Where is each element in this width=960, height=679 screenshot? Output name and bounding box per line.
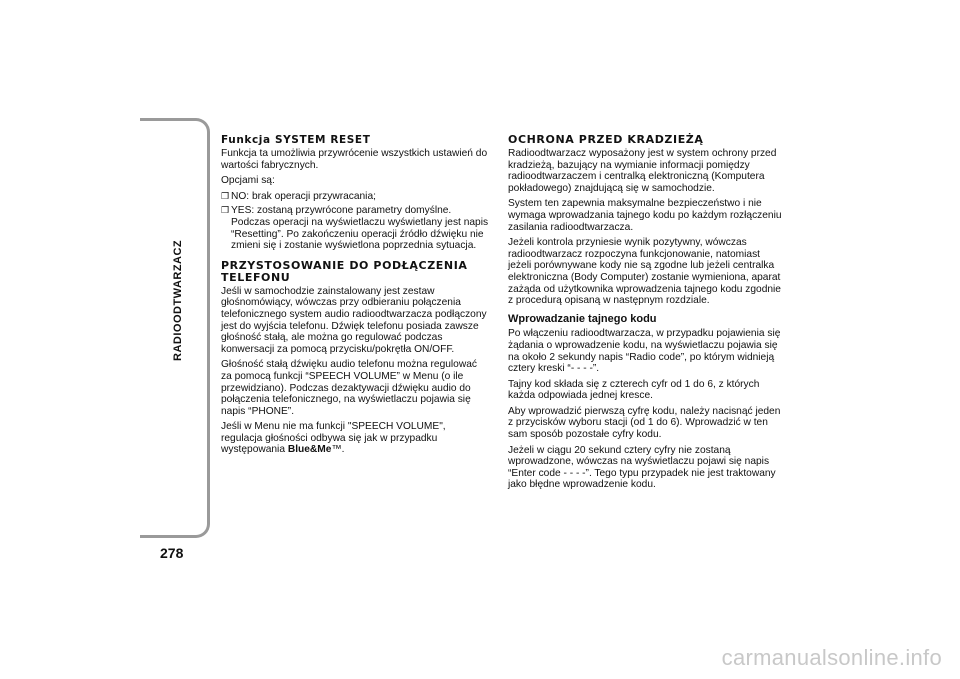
heading-anti-theft: OCHRONA PRZED KRADZIEŻĄ: [508, 133, 704, 146]
list-item-text: YES: zostaną przywrócone parametry domyślne. Podczas operacji na wyświetlaczu wyświetlany jest napis “Resetting”. Po zakończeniu operacji źródło dźwięku nie zmieni się i zostanie wyświetlona poprzednia sytuacja.: [231, 205, 489, 252]
watermark: carmanualsonline.info: [721, 645, 942, 670]
left-column: [221, 134, 489, 460]
paragraph: Po włączeniu radioodtwarzacza, w przypadku pojawienia się żądania o wprowadzenie kodu, na wyświetlaczu pojawia się na około 2 sekundy napis “Radio code”, po którym widnieją cztery kreski “- - - -”.: [508, 328, 781, 375]
heading-system-reset: Funkcja SYSTEM RESET: [221, 134, 371, 146]
heading-phone-connection: PRZYSTOSOWANIE DO PODŁĄCZENIA TELEFONU: [221, 258, 468, 284]
checkbox-bullet-icon: ❒: [221, 190, 230, 201]
paragraph: Jeśli w samochodzie zainstalowany jest zestaw głośnomówiący, wówczas przy odbieraniu połączenia telefonicznego system audio radioodtwarzacza podłączony jest do wyjścia telefonu. Dźwięk telefonu posiada zawsze głośność stałą, ale można go regulować podczas konwersacji za pomocą przycisku/pokrętła ON/OFF.: [221, 285, 487, 355]
paragraph: Opcjami są:: [221, 175, 275, 187]
paragraph: Radioodtwarzacz wyposażony jest w system ochrony przed kradzieżą, bazujący na wymianie informacji pomiędzy radioodtwarzaczem i centralką elektroniczną (Komputera pokładowego) znajdującą się w samochodzie.: [508, 148, 777, 194]
paragraph: Jeżeli w ciągu 20 sekund cztery cyfry nie zostaną wprowadzone, wówczas na wyświetlaczu pojawi się napis “Enter code - - - -”. Tego typu przypadek nie jest traktowany jako błędne wprowadzenie kodu.: [508, 444, 776, 491]
paragraph: Tajny kod składa się z czterech cyfr od 1 do 6, z których każda odpowiada jednej kresce.: [508, 378, 760, 402]
list-item: [221, 205, 489, 251]
brand-name: Blue&Me: [287, 444, 332, 456]
paragraph: Jeżeli kontrola przyniesie wynik pozytywny, wówczas radioodtwarzacz rozpoczyna funkcjonowanie, natomiast jeżeli porównywane kody nie są zgodne lub jeżeli centralka elektroniczna (Body Computer) zostanie wymieniona, aparat zażąda od użytkownika wprowadzenia tajnego kodu zgodnie z procedurą opisaną w następnym rozdziale.: [508, 237, 781, 307]
right-column: [508, 134, 782, 495]
paragraph: Funkcja ta umożliwia przywrócenie wszystkich ustawień do wartości fabrycznych.: [221, 148, 488, 171]
paragraph: Głośność stałą dźwięku audio telefonu można regulować za pomocą funkcji “SPEECH VOLUME” w Menu (o ile przewidziano). Podczas dezaktywacji dźwięku audio do połączenia telefonicznego, na wyświetlaczu pojawia się napis “PHONE”.: [221, 359, 477, 417]
trademark-suffix: ™.: [331, 444, 345, 456]
page-number: 278: [160, 545, 184, 561]
subheading-secret-code: Wprowadzanie tajnego kodu: [508, 312, 657, 325]
list-item: [221, 191, 489, 203]
paragraph: System ten zapewnia maksymalne bezpieczeństwo i nie wymaga wprowadzania tajnego kodu po każdym rozłączeniu zasilania radioodtwarzacza.: [508, 198, 782, 233]
section-side-label: RADIOODTWARZACZ: [172, 239, 184, 361]
paragraph-text: Jeśli w Menu nie ma funkcji "SPEECH VOLUME", regulacja głośności odbywa się jak w przypadku występowania: [221, 421, 446, 456]
paragraph: [221, 421, 489, 456]
paragraph: Aby wprowadzić pierwszą cyfrę kodu, należy nacisnąć jeden z przycisków wyboru stacji (od 1 do 6). Wprowadzić w ten sam sposób pozostałe cyfry kodu.: [508, 405, 781, 441]
list-item-text: NO: brak operacji przywracania;: [231, 190, 376, 202]
checkbox-bullet-icon: ❒: [221, 205, 230, 216]
